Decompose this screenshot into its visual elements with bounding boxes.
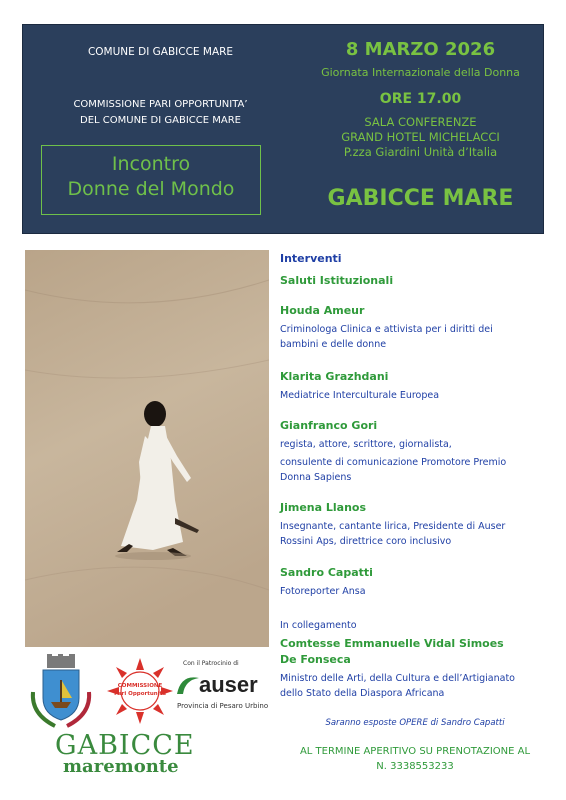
incontro-box: [41, 145, 261, 215]
speaker-desc-line: Mediatrice Interculturale Europea: [280, 390, 440, 401]
speaker-item: [280, 370, 550, 403]
commissione-title: [23, 97, 298, 129]
commissione-logo-line: COMMISSIONE: [117, 683, 163, 689]
venue-line-3: P.zza Giardini Unità d’Italia: [343, 145, 498, 159]
commissione-line-2: DEL COMUNE DI GABICCE MARE: [80, 115, 241, 126]
saluti-heading: Saluti Istituzionali: [280, 274, 394, 287]
banner-right: [298, 25, 543, 233]
event-time: ORE 17.00: [379, 91, 462, 107]
event-venue: [298, 115, 543, 160]
speaker-item: [280, 501, 550, 549]
gabicce-logo-subtitle: maremonte: [63, 756, 179, 777]
guest-desc-line: dello Stato della Diaspora Africana: [280, 688, 445, 699]
speaker-desc-line: Insegnante, cantante lirica, Presidente di Auser: [280, 521, 506, 532]
event-place: GABICCE MARE: [327, 186, 514, 211]
incontro-line-2: Donne del Mondo: [67, 178, 235, 200]
guest-item: [280, 636, 550, 701]
event-date: 8 MARZO 2026: [345, 39, 496, 60]
guest-name-line: Comtesse Emmanuelle Vidal Simoes: [280, 637, 504, 650]
interventi-heading: Interventi: [280, 252, 342, 265]
speaker-name: Houda Ameur: [280, 304, 365, 317]
coat-of-arms-icon: [25, 652, 97, 730]
speaker-desc-line: Rossini Aps, direttrice coro inclusivo: [280, 536, 452, 547]
speaker-name: Sandro Capatti: [280, 566, 373, 579]
venue-line-1: SALA CONFERENZE: [364, 115, 477, 129]
collegamento-label: In collegamento: [280, 620, 357, 631]
commissione-logo-line: Pari Opportunità: [114, 691, 166, 697]
speaker-name: Gianfranco Gori: [280, 419, 378, 432]
speaker-desc-line: Donna Sapiens: [280, 472, 352, 483]
speaker-item: [280, 419, 550, 485]
venue-line-2: GRAND HOTEL MICHELACCI: [341, 130, 500, 144]
guest-name-line: De Fonseca: [280, 653, 351, 666]
speaker-desc-line: consulente di comunicazione Promotore Premio: [280, 457, 507, 468]
commissione-logo-text: [107, 682, 173, 698]
speaker-item: [280, 304, 550, 352]
aperitivo-line-2: N. 3338553233: [376, 761, 454, 772]
auser-logo-text: auser: [199, 672, 258, 697]
aperitivo-line-1: AL TERMINE APERITIVO SU PRENOTAZIONE AL: [299, 746, 531, 757]
speaker-desc-line: Fotoreporter Ansa: [280, 586, 366, 597]
speaker-desc-line: regista, attore, scrittore, giornalista,: [280, 439, 452, 450]
comune-title: COMUNE DI GABICCE MARE: [87, 46, 234, 58]
aperitivo-note: [280, 744, 550, 774]
speaker-item: [280, 566, 550, 599]
guest-desc-line: Ministro delle Arti, della Cultura e dell’Artigianato: [280, 673, 515, 684]
sponsor-logos: [25, 652, 269, 788]
event-giornata: Giornata Internazionale della Donna: [321, 66, 520, 79]
banner-left: [23, 25, 298, 233]
speaker-name: Jimena Llanos: [280, 501, 367, 514]
woman-walking-photo: [25, 250, 269, 647]
patrocinio-label: Con il Patrocinio di: [183, 660, 239, 667]
event-banner: [22, 24, 544, 234]
speaker-desc-line: Criminologa Clinica e attivista per i diritti dei: [280, 324, 493, 335]
incontro-line-1: Incontro: [111, 153, 191, 175]
speaker-name: Klarita Grazhdani: [280, 370, 389, 383]
gabicce-logo-title: GABICCE: [55, 730, 195, 761]
speaker-desc-line: bambini e delle donne: [280, 339, 387, 350]
auser-subtitle: Provincia di Pesaro Urbino: [177, 702, 269, 710]
exhibition-note: Saranno esposte OPERE di Sandro Capatti: [325, 718, 505, 728]
commissione-line-1: COMMISSIONE PARI OPPORTUNITA’: [73, 99, 248, 110]
